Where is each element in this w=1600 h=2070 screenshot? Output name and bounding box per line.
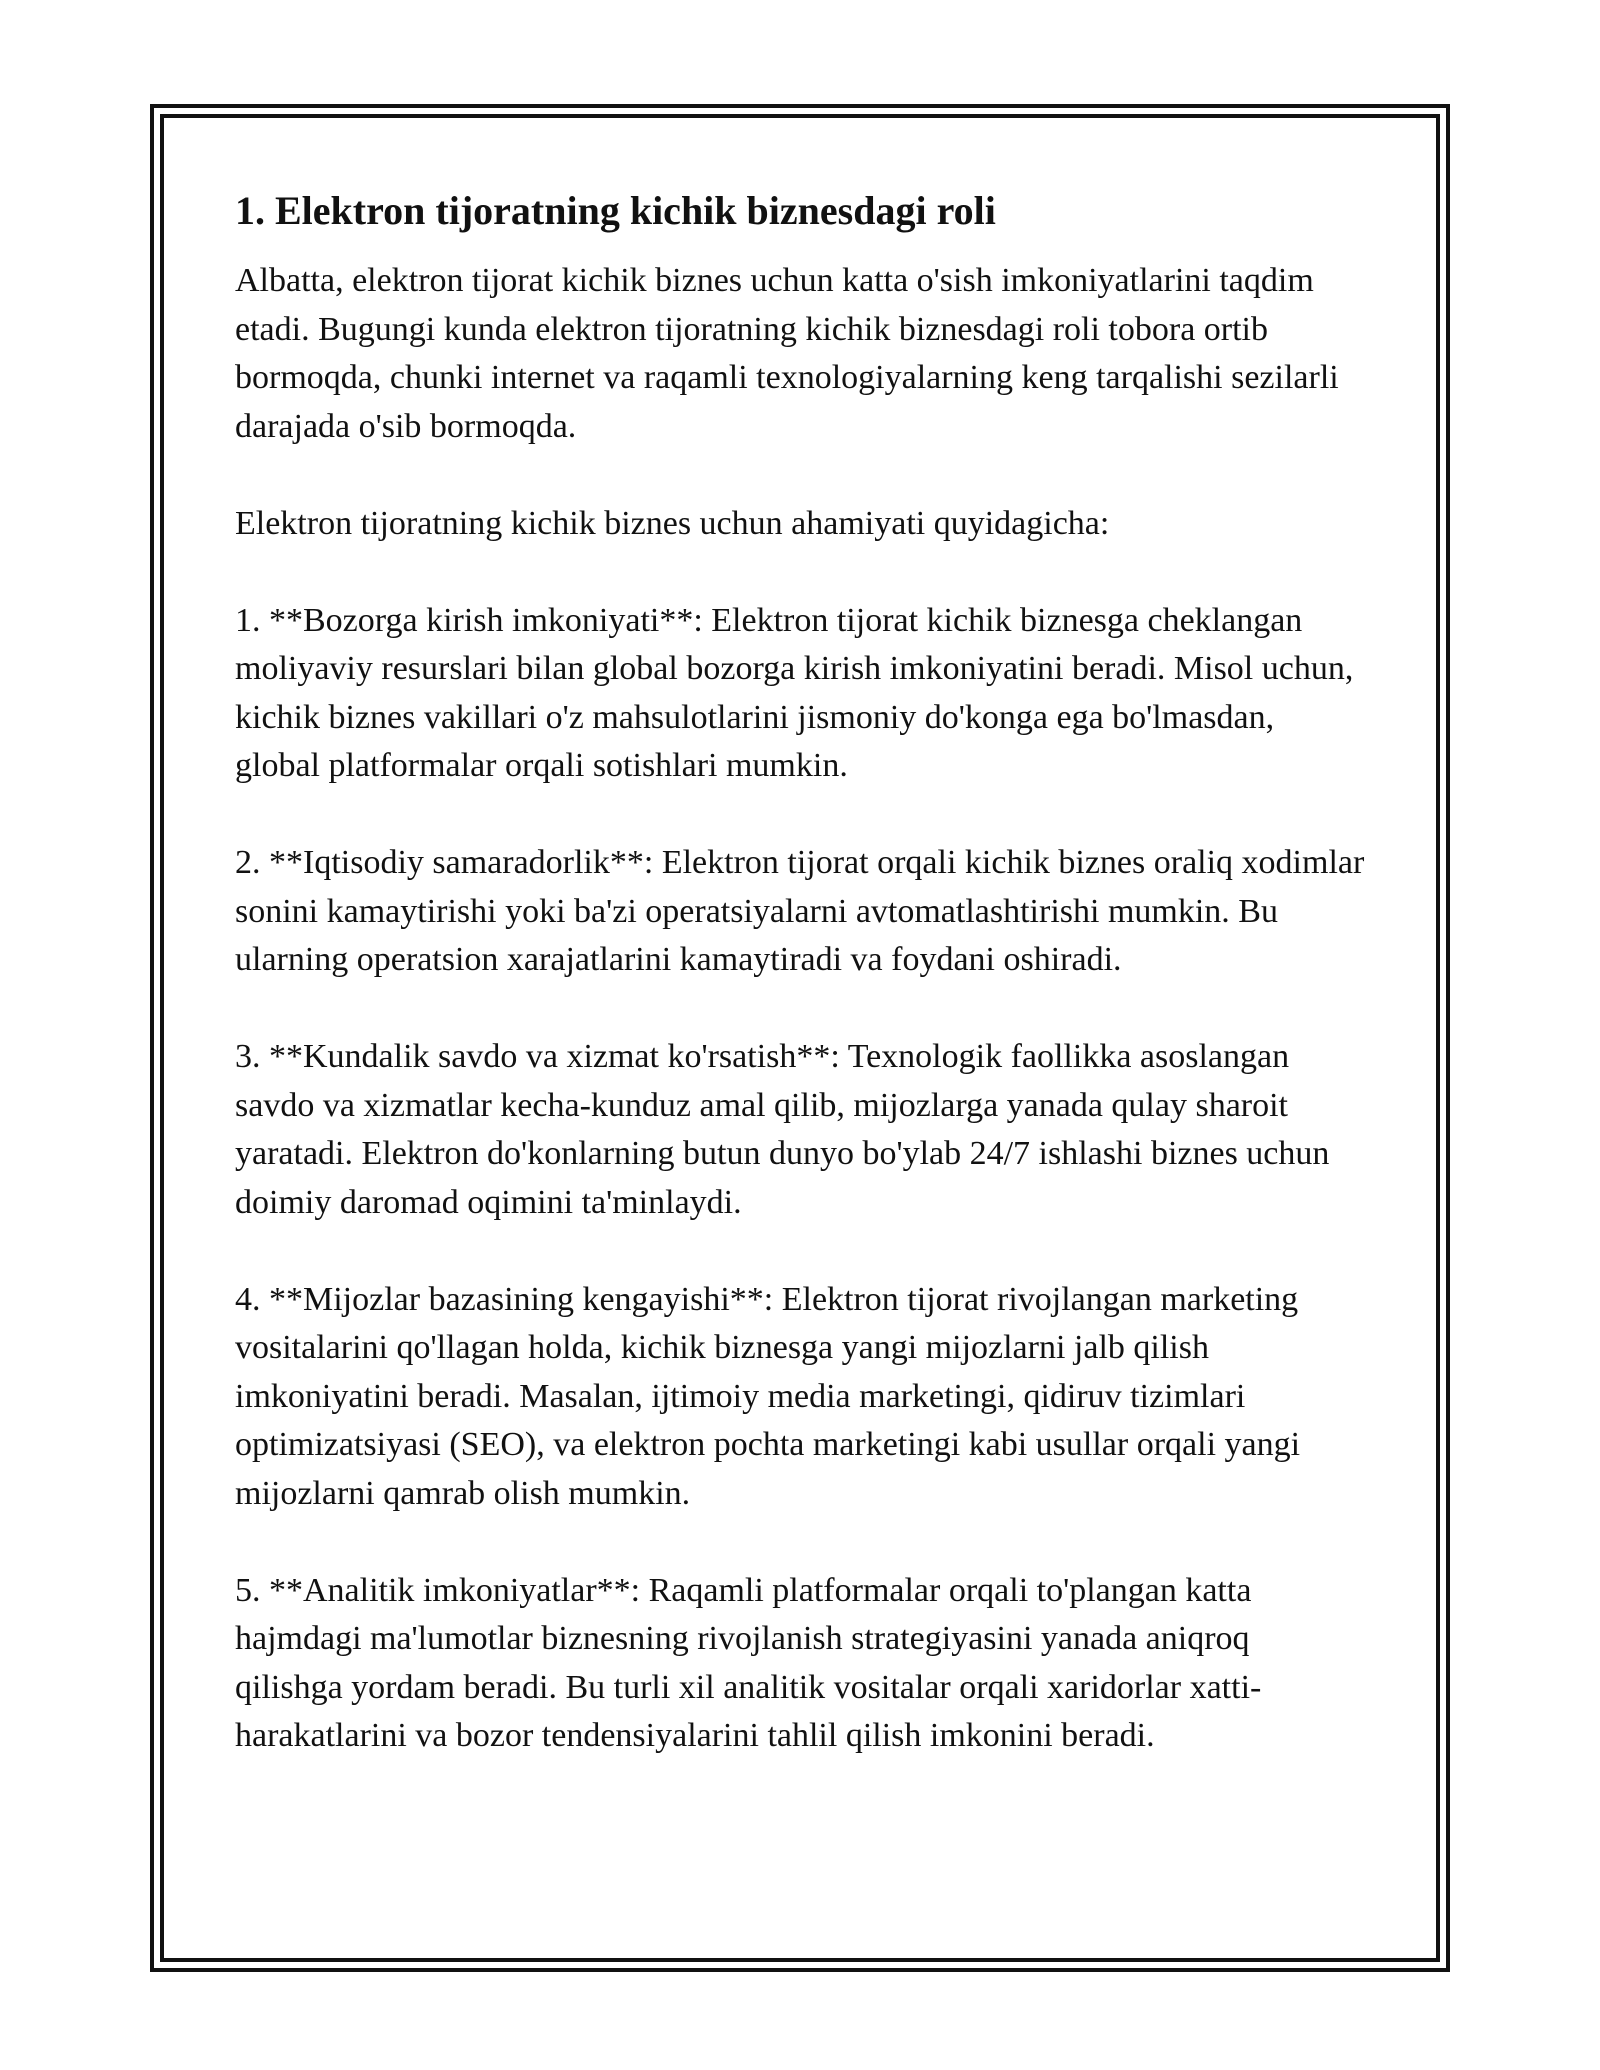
list-item-market-access: 1. **Bozorga kirish imkoniyati**: Elektron tijorat kichik biznesga cheklangan moliyaviy resurslari bilan global bozorga kirish imkoniyatini beradi. Misol uchun, kichik biznes vakillari o'z mahsulotlarini jismoniy do'konga ega bo'lmasdan, global platformalar orqali sotishlari mumkin. <box>235 601 1354 784</box>
list-item-analytics: 5. **Analitik imkoniyatlar**: Raqamli platformalar orqali to'plangan katta hajmdagi ma'lumotlar biznesning rivojlanish strategiyasini yanada aniqroq qilishga yordam beradi. Bu turli xil analitik vositalar orqali xaridorlar xatti-harakatlarini va bozor tendensiyalarini tahlil qilish imkonini beradi. <box>235 1571 1262 1754</box>
list-item-economic-efficiency: 2. **Iqtisodiy samaradorlik**: Elektron tijorat orqali kichik biznes oraliq xodimlar sonini kamaytirishi yoki ba'zi operatsiyalarni avtomatlashtirishi mumkin. Bu ularning operatsion xarajatlarini kamaytiradi va foydani oshiradi. <box>235 844 1365 978</box>
list-intro-paragraph: Elektron tijoratning kichik biznes uchun ahamiyati quyidagicha: <box>235 504 1110 542</box>
list-item-daily-trade: 3. **Kundalik savdo va xizmat ko'rsatish**: Texnologik faollikka asoslangan savdo va xizmatlar kecha-kunduz amal qilib, mijozlarga yanada qulay sharoit yaratadi. Elektron do'konlarning butun dunyo bo'ylab 24/7 ishlashi biznes uchun doimiy daromad oqimini ta'minlaydi. <box>235 1038 1330 1221</box>
intro-paragraph: Albatta, elektron tijorat kichik biznes uchun katta o'sish imkoniyatlarini taqdim etadi. Bugungi kunda elektron tijoratning kichik biznesdagi roli tobora ortib bormoqda, chunki internet va raqamli texnologiyalarning keng tarqalishi sezilarli darajada o'sib bormoqda. <box>235 262 1339 445</box>
list-item-customer-base: 4. **Mijozlar bazasining kengayishi**: Elektron tijorat rivojlangan marketing vositalarini qo'llagan holda, kichik biznesga yangi mijozlarni jalb qilish imkoniyatini beradi. Masalan, ijtimoiy media marketingi, qidiruv tizimlari optimizatsiyasi (SEO), va elektron pochta marketingi kabi usullar orqali yangi mijozlarni qamrab olish mumkin. <box>235 1280 1301 1512</box>
section-heading: 1. Elektron tijoratning kichik biznesdagi roli <box>235 188 996 233</box>
document-body <box>235 185 1365 1809</box>
